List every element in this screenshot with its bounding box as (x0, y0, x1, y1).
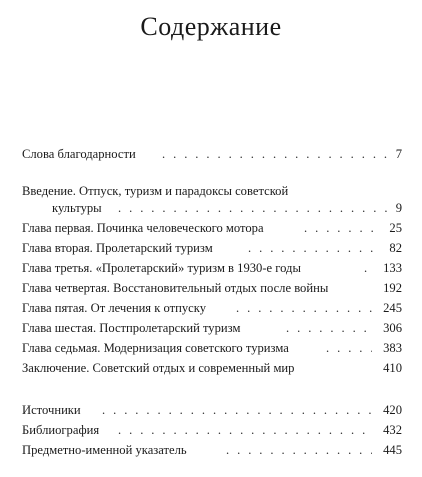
toc-entry-page: 9 (395, 201, 402, 215)
toc-entry-label: Глава седьмая. Модернизация советского туризма (22, 341, 289, 355)
toc-entry-page: 432 (383, 423, 402, 437)
toc-entry-label: Глава пятая. От лечения к отпуску (22, 301, 207, 315)
toc-entry-acknowledgements (22, 146, 402, 162)
toc-entry-bibliography (22, 422, 402, 438)
toc-leader-dots (236, 300, 372, 316)
toc-entry-introduction-line1 (22, 183, 402, 199)
toc-entry-conclusion (22, 360, 402, 376)
toc-entry-sources (22, 402, 402, 418)
toc-entry-label: Глава третья. «Пролетарский» туризм в 1930-е годы (22, 261, 301, 275)
toc-entry-label: Глава шестая. Постпролетарский туризм (22, 321, 241, 335)
toc-entry-label: культуры (52, 201, 102, 215)
toc-entry-label: Предметно-именной указатель (22, 443, 187, 457)
toc-entry-label: Глава вторая. Пролетарский туризм (22, 241, 213, 255)
toc-entry-page: 245 (383, 301, 402, 315)
toc-entry-page: 306 (383, 321, 402, 335)
toc-entry-chapter-6 (22, 320, 402, 336)
toc-entry-chapter-2 (22, 240, 402, 256)
toc-leader-dots (364, 260, 372, 276)
toc-entry-page: 383 (383, 341, 402, 355)
toc-entry-page: 25 (389, 221, 402, 235)
toc-entry-label: Библиография (22, 423, 100, 437)
toc-leader-dots (326, 340, 372, 356)
toc-leader-dots (226, 442, 372, 458)
toc-leader-dots (286, 320, 372, 336)
toc-entry-chapter-4 (22, 280, 402, 296)
toc-entry-page: 445 (383, 443, 402, 457)
toc-entry-label: Глава четвертая. Восстановительный отдых после войны (22, 281, 329, 295)
toc-entry-introduction (22, 200, 402, 216)
toc-entry-page: 192 (383, 281, 402, 295)
toc-leader-dots (304, 220, 380, 236)
toc-entry-page: 82 (389, 241, 402, 255)
toc-entry-index (22, 442, 402, 458)
toc-entry-label: Источники (22, 403, 81, 417)
toc-entry-label: Заключение. Советский отдых и современный мир (22, 361, 295, 375)
toc-entry-chapter-3 (22, 260, 402, 276)
toc-entry-chapter-5 (22, 300, 402, 316)
toc-leader-dots (118, 200, 388, 216)
toc-leader-dots (162, 146, 388, 162)
toc-entry-page: 420 (383, 403, 402, 417)
toc-entry-chapter-7 (22, 340, 402, 356)
page-title: Содержание (140, 12, 282, 41)
toc-leader-dots (118, 422, 372, 438)
toc-entry-page: 133 (383, 261, 402, 275)
toc-entry-label: Слова благодарности (22, 147, 136, 161)
toc-leader-dots (248, 240, 380, 256)
toc-entry-chapter-1 (22, 220, 402, 236)
toc-leader-dots (102, 402, 372, 418)
toc-entry-label: Введение. Отпуск, туризм и парадоксы советской (22, 184, 289, 198)
toc-entry-page: 7 (395, 147, 402, 161)
toc-entry-label: Глава первая. Починка человеческого мотора (22, 221, 264, 235)
toc-entry-page: 410 (383, 361, 402, 375)
